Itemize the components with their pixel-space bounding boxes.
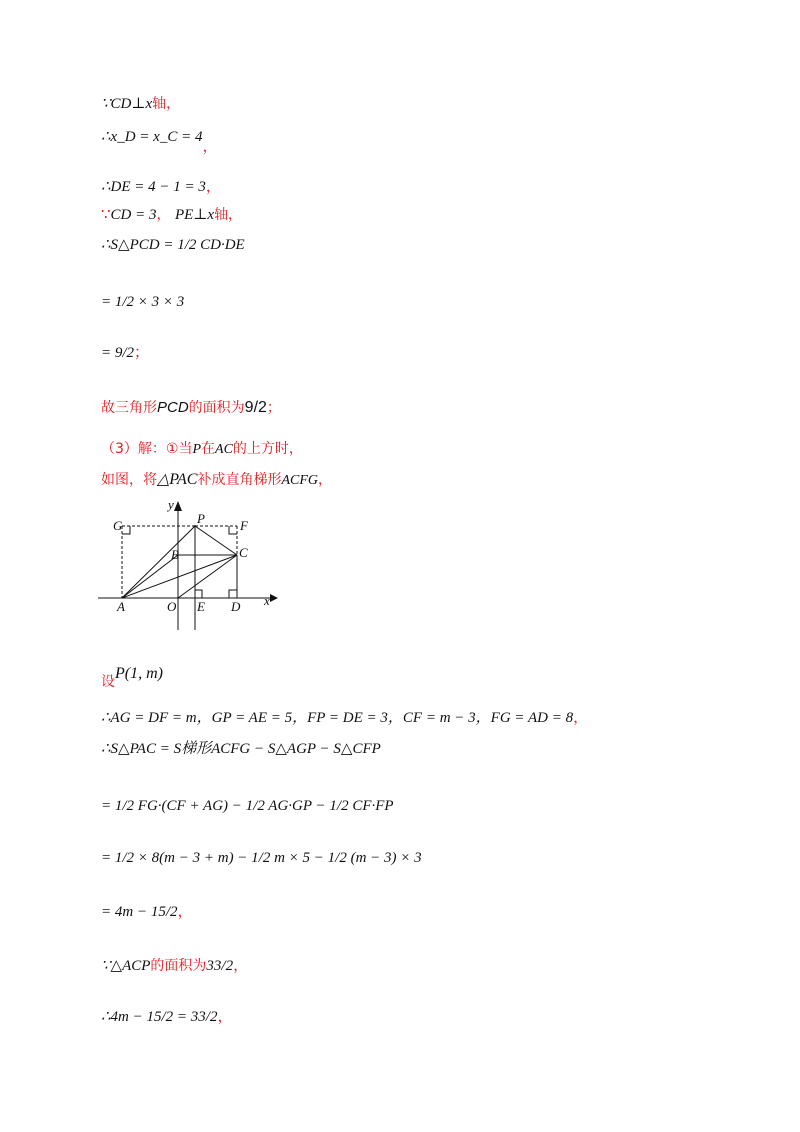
right-angle-f <box>229 526 237 534</box>
y-axis-arrow <box>174 501 182 511</box>
area-pcd-formula: ∴S△PCD = 1/2 CD·DE <box>101 237 245 253</box>
line-part3 <box>101 441 303 459</box>
cd-perp-x: ∵CD⊥x <box>101 96 153 112</box>
above-suffix: 的上方时， <box>232 441 303 457</box>
label-p: P <box>197 511 205 526</box>
label-f: F <box>240 518 248 533</box>
line-area-pac-split <box>101 740 381 758</box>
segment-oc <box>178 555 237 598</box>
axis-suffix: 轴， <box>214 207 243 223</box>
x-axis-arrow <box>270 594 278 602</box>
line-area-pcd <box>101 236 245 254</box>
nine-halves-big: 9/2 <box>244 399 267 416</box>
line-de <box>101 178 221 196</box>
semicolon: ； <box>266 400 281 416</box>
comma: ， <box>177 904 193 920</box>
label-a: A <box>117 599 125 614</box>
trapezoid-acfg: ACFG <box>281 473 319 488</box>
comma: ， <box>573 710 589 726</box>
triangle-pcd: PCD <box>157 399 189 416</box>
because-symbol: ∵ <box>101 207 111 223</box>
label-g: G <box>113 518 123 533</box>
line-lengths <box>101 709 588 727</box>
nine-halves: = 9/2 <box>101 345 135 361</box>
area-is: 的面积为 <box>188 400 245 416</box>
trapezoid-prefix: 如图，将 <box>101 472 157 488</box>
semicolon: ； <box>134 345 150 361</box>
area-is: 的面积为 <box>150 958 207 974</box>
point-p-coords: P(1, m) <box>115 665 163 682</box>
label-b: B <box>171 547 179 562</box>
segment-ac: AC <box>215 442 233 457</box>
area-formula-general: = 1/2 FG·(CF + AG) − 1/2 AG·GP − 1/2 CF·FP <box>101 798 394 814</box>
xd-eq-xc: ∴x_D = x_C = 4 <box>101 129 203 145</box>
line-cd-perp-x <box>101 95 180 113</box>
segment-lengths: ∴AG = DF = m，GP = AE = 5，FP = DE = 3，CF = m − 3，FG = AD = 8 <box>101 710 574 726</box>
segment-ap <box>122 526 195 598</box>
line-half-3-3 <box>101 293 184 311</box>
complete-word: 补成直角梯形 <box>197 472 282 488</box>
right-angle-e <box>195 590 202 598</box>
area-formula-substituted: = 1/2 × 8(m − 3 + m) − 1/2 m × 5 − 1/2 (m − 3) × 3 <box>101 850 422 866</box>
line-conclusion-area <box>101 398 281 417</box>
label-y: y <box>168 497 174 512</box>
point-p: P <box>192 442 202 457</box>
axis-suffix: 轴， <box>152 96 181 112</box>
conclusion-prefix: 故三角形 <box>101 400 157 416</box>
right-angle-d <box>229 590 237 598</box>
at-word: 在 <box>201 441 216 457</box>
segment-pc <box>195 526 237 555</box>
line-area-simplified <box>101 903 193 921</box>
label-o: O <box>167 599 177 614</box>
part3-prefix: （3）解：①当 <box>101 441 193 457</box>
comma: ， <box>217 1009 233 1025</box>
triangle-pac: △PAC <box>157 471 198 488</box>
line-let-p <box>101 664 163 690</box>
line-equation <box>101 1008 232 1026</box>
line-xd-eq-xc <box>101 128 218 155</box>
comma: ， <box>205 179 221 195</box>
label-e: E <box>197 599 205 614</box>
de-eq: ∴DE = 4 − 1 = 3 <box>101 179 206 195</box>
line-area-formula <box>101 797 394 815</box>
area-pac-decomposition: ∴S△PAC = S梯形ACFG − S△AGP − S△CFP <box>101 741 381 757</box>
comma: ， <box>318 472 333 488</box>
line-given-area <box>101 957 248 975</box>
comma: ， <box>202 139 218 155</box>
geometry-figure <box>98 497 288 637</box>
right-angle-g <box>122 526 130 534</box>
area-simplified: = 4m − 15/2 <box>101 904 178 920</box>
comma: ， <box>156 207 175 223</box>
label-x: x <box>264 593 270 608</box>
half-times-3-3: = 1/2 × 3 × 3 <box>101 294 185 310</box>
line-area-substituted <box>101 849 422 867</box>
triangle-acp: ∵△ACP <box>101 958 151 974</box>
line-nine-halves <box>101 344 149 362</box>
area-value: 33/2 <box>206 958 234 974</box>
label-d: D <box>231 599 241 614</box>
let-word: 设 <box>101 674 115 690</box>
segment-ac <box>122 555 237 598</box>
comma: ， <box>233 958 249 974</box>
line-cd-pe <box>101 206 242 224</box>
label-c: C <box>239 545 248 560</box>
cd-eq-3: CD = 3 <box>110 207 157 223</box>
segment-ab <box>122 555 178 598</box>
line-trapezoid <box>101 470 332 490</box>
pe-perp-x: PE⊥x <box>174 207 215 223</box>
area-equation: ∴4m − 15/2 = 33/2 <box>101 1009 218 1025</box>
